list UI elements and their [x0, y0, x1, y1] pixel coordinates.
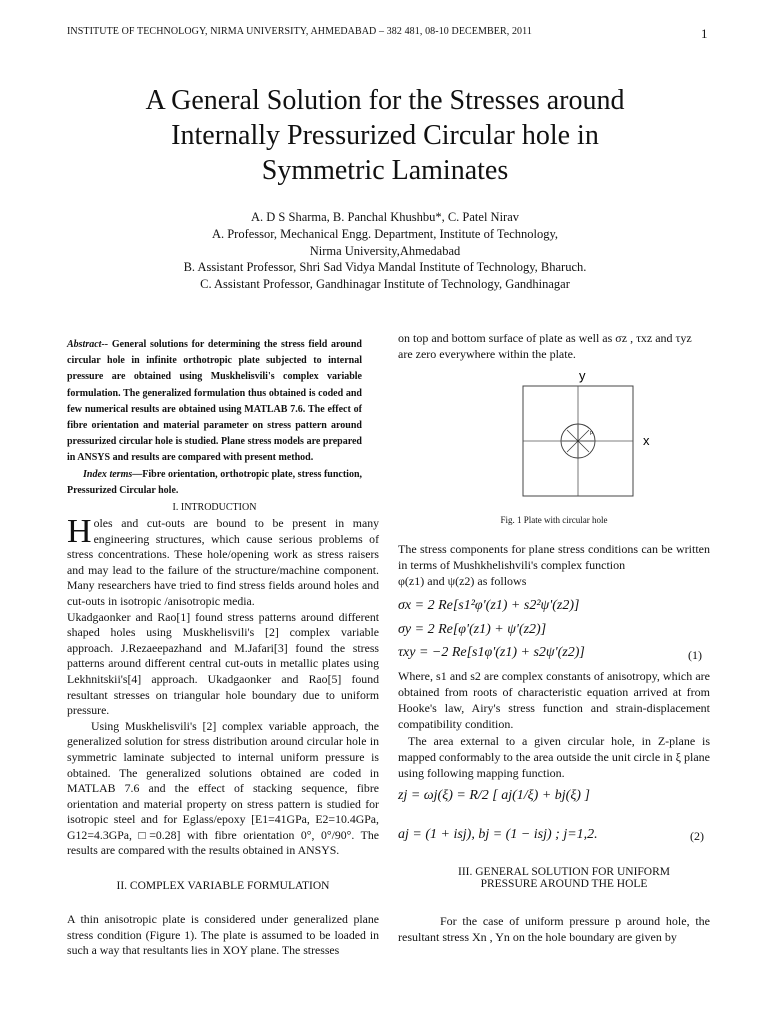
paper-title: [60, 83, 710, 188]
intro-paragraph-2: Ukadgaonker and Rao[1] found stress patterns around different shaped holes using Muskhelisvili's [2] complex variable approach. J.Rezaeepazhand and M.Jafari[3] found the stress patterns around different central cut-outs in metallic plates using Lekhnitskii's[4] approach. Ukadgaonker and Rao[5] found resultant stresses on triangular hole boundary due to uniform pressure.: [67, 609, 379, 718]
affiliation-c: C. Assistant Professor, Gandhinagar Institute of Technology, Gandhinagar: [200, 277, 570, 292]
figure-1-caption: Fig. 1 Plate with circular hole: [500, 515, 608, 525]
title-line-2: Internally Pressurized Circular hole in: [171, 120, 599, 151]
equation-sigma-x: σx = 2 Re[s1²φ'(z1) + s2²ψ'(z2)]: [398, 598, 580, 613]
intro-paragraph-1: Holes and cut-outs are bound to be present in many engineering structures, which cause serious problems of stress concentrations. These hole/opening work as stress raisers and may lead to the failure of the structure/machine component. Many researchers have tried to find stress fields around holes and cut-outs in isotropic /anisotropic media.: [67, 513, 379, 608]
index-terms-label: Index terms: [83, 468, 133, 480]
stress-components-paragraph: The stress components for plane stress conditions can be written in terms of Mushkhelishvili's complex function φ(z1) and ψ(z2) as follows: [398, 542, 710, 588]
abstract: [67, 337, 362, 499]
equation-mapping: zj = ωj(ξ) = R/2 [ aj(1/ξ) + bj(ξ) ]: [398, 788, 590, 803]
plate-with-hole-diagram: [515, 366, 665, 506]
section-1-heading: I. INTRODUCTION: [172, 502, 257, 513]
section-2-heading: II. COMPLEX VARIABLE FORMULATION: [116, 880, 330, 892]
index-terms-text: —Fibre orientation, orthotropic plate, stress function, Pressurized Circular hole.: [67, 468, 363, 496]
running-head: INSTITUTE OF TECHNOLOGY, NIRMA UNIVERSITY, AHMEDABAD – 382 481, 08-10 DECEMBER, 2011: [67, 26, 532, 37]
abstract-label: Abstract--: [67, 339, 109, 350]
intro-paragraph-3: Using Muskhelisvili's [2] complex variable approach, the generalized solution for stress distribution around circular hole in symmetric laminate subjected to internal uniform pressure is obtained. The generalized solutions obtained are coded in MATLAB 7.6 and the effect of stacking sequence, fibre orientation and material property on stress pattern is studied for isotropic steel and for Eglass/epoxy [E1=41GPa, E2=10.4GPa, G12=4.3GPa, □=0.28] with fibre orientation 0°, 0°/90°. The results are compared with the results obtained in ANSYS.: [67, 718, 379, 858]
title-line-1: A General Solution for the Stresses around: [145, 85, 625, 116]
affiliation-b: B. Assistant Professor, Shri Sad Vidya Mandal Institute of Technology, Bharuch.: [183, 260, 587, 275]
equation-tau-xy: τxy = −2 Re[s1φ'(z1) + s2ψ'(z2)]: [398, 645, 585, 660]
anisotropy-paragraph: Where, s1 and s2 are complex constants of anisotropy, which are obtained from roots of characteristic equation arrived at from Hooke's law, Airy's stress function and strain-displacement compatibility condition.: [398, 669, 710, 731]
author-names: A. D S Sharma, B. Panchal Khushbu*, C. Patel Nirav: [250, 210, 520, 224]
affiliation-a-line1: A. Professor, Mechanical Engg. Department, Institute of Technology,: [211, 226, 559, 241]
section-2-paragraph: A thin anisotropic plate is considered under generalized plane stress condition (Figure 1). The plate is assumed to be loaded in such a way that resultants lies in XOY plane. The stresses: [67, 912, 379, 958]
right-top-text: on top and bottom surface of plate as well as σz , τxz and τyz are zero everywhere within the plate.: [398, 331, 692, 361]
index-terms: [67, 467, 362, 499]
uniform-pressure-paragraph: For the case of uniform pressure p around hole, the resultant stress Xn , Yn on the hole boundary are given by: [398, 914, 710, 944]
equation-sigma-y: σy = 2 Re[φ'(z1) + ψ'(z2)]: [398, 622, 547, 637]
abstract-text: General solutions for determining the stress field around circular hole in infinite orthotropic plate subjected to internal pressure are obtained using Muskhelisvili's complex variable formulation. The generalized formulation thus obtained is coded and few numerical results are obtained using MATLAB 7.6. The effect of fibre orientation and material parameter on stress pattern around pressurized circular hole is studied. Plane stress models are prepared in ANSYS and results are compared with present method.: [67, 339, 362, 464]
mapping-paragraph: The area external to a given circular hole, in Z-plane is mapped conformably to the area outside the unit circle in ξ plane using following mapping function.: [398, 734, 710, 780]
equation-a-b: aj = (1 + isj), bj = (1 − isj) ; j=1,2.: [398, 827, 598, 842]
y-axis-label: y: [579, 368, 586, 383]
equation-2-number: (2): [690, 829, 704, 843]
drop-cap: H: [67, 513, 92, 550]
page-number: 1: [701, 26, 708, 41]
author-block: [60, 209, 710, 293]
section-1-body: [67, 513, 379, 859]
x-axis-label: x: [643, 433, 650, 448]
figure-1: [515, 366, 665, 506]
equation-1-number: (1): [688, 648, 702, 662]
pressure-label: p: [590, 430, 593, 436]
section-3-heading: III. GENERAL SOLUTION FOR UNIFORM PRESSURE AROUND THE HOLE: [458, 866, 670, 890]
affiliation-a-line2: Nirma University,Ahmedabad: [309, 243, 461, 258]
title-line-3: Symmetric Laminates: [261, 155, 509, 186]
